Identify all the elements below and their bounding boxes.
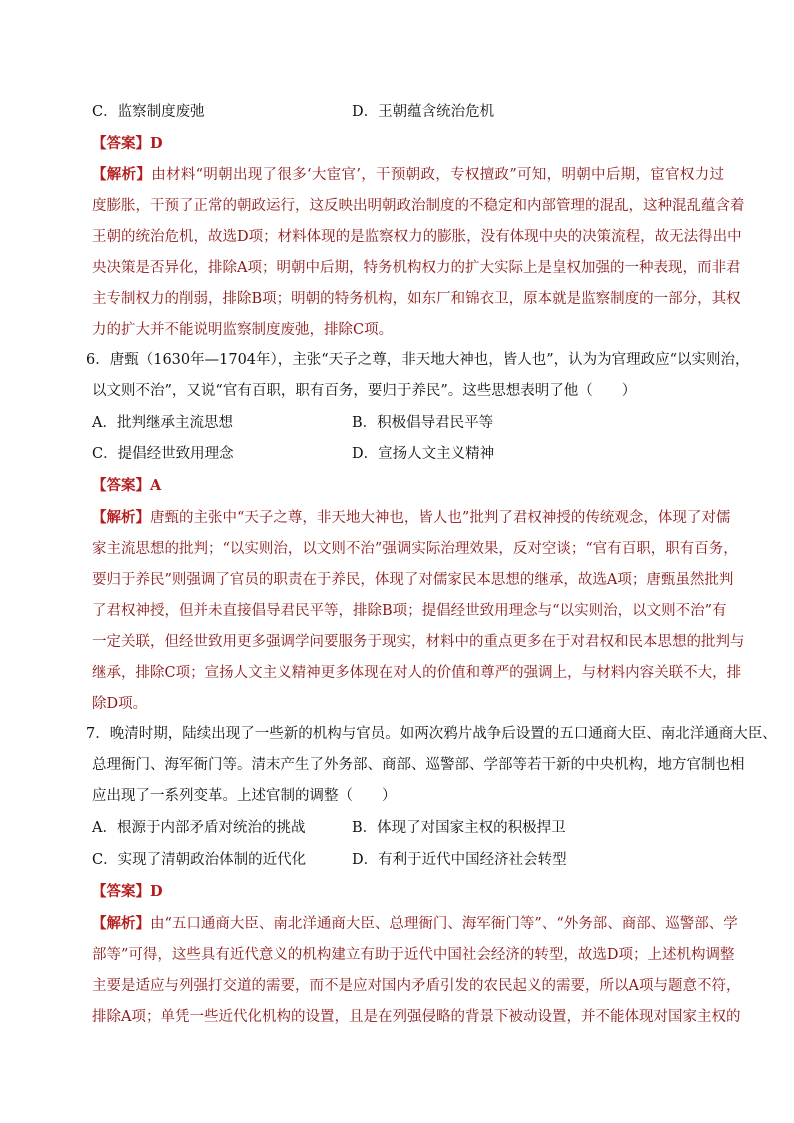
answer-value: D bbox=[150, 135, 163, 152]
q5-option-d: D．王朝蕴含统治危机 bbox=[352, 104, 495, 120]
answer-value: D bbox=[150, 883, 163, 900]
q6-option-d: D．宣扬人文主义精神 bbox=[352, 446, 495, 462]
analysis-tag: 【解析】 bbox=[92, 915, 150, 932]
stem-line: 7．晚清时期，陆续出现了一些新的机构与官员。如两次鸦片战争后设置的五口通商大臣、南北洋通商大臣、 bbox=[86, 726, 777, 742]
analysis-line: 央决策是否异化，排除A项；明朝中后期，特务机构权力的扩大实际上是皇权加强的一种表现，而非君 bbox=[92, 260, 741, 276]
analysis-line: 主要是适应与列强打交道的需要，而不是应对国内矛盾引发的农民起义的需要，所以A项与题意不符， bbox=[92, 978, 741, 994]
answer-tag: 【答案】 bbox=[92, 883, 150, 900]
q7-option-c: C．实现了清朝政治体制的近代化 bbox=[92, 852, 307, 868]
stem-line: 以文则不治”，又说“官有百职，职有百务，要归于养民”。这些思想表明了他（ ） bbox=[92, 383, 637, 399]
analysis-line: 部等”可得，这些具有近代意义的机构建立有助于近代中国社会经济的转型，故选D项；上述机构调整 bbox=[92, 947, 735, 963]
q7-option-b: B．体现了对国家主权的积极捍卫 bbox=[352, 820, 566, 836]
stem-line: 应出现了一系列变革。上述官制的调整（ ） bbox=[92, 788, 397, 804]
q5-answer bbox=[92, 128, 163, 159]
q7-option-d: D．有利于近代中国经济社会转型 bbox=[352, 852, 567, 868]
analysis-line: 家主流思想的批判；“以实则治，以文则不治”强调实际治理效果，反对空谈；“官有百职，职有百务， bbox=[92, 541, 738, 557]
analysis-line: 了君权神授，但并未直接倡导君民平等，排除B项；提倡经世致用理念与“以实则治，以文则不治”有 bbox=[92, 603, 727, 619]
answer-value: A bbox=[150, 477, 162, 494]
analysis-line: 【解析】唐甄的主张中“天子之尊，非天地大神也，皆人也”批判了君权神授的传统观念，体现了对儒 bbox=[92, 509, 731, 526]
stem-line: 总理衙门、海军衙门等。清末产生了外务部、商部、巡警部、学部等若干新的中央机构，地方官制也相 bbox=[92, 757, 745, 773]
stem-line: 6．唐甄（1630年—1704年），主张“天子之尊，非天地大神也，皆人也”，认为为官理政应“以实则治， bbox=[86, 352, 750, 368]
q6-option-b: B．积极倡导君民平等 bbox=[352, 415, 494, 431]
analysis-line: 一定关联，但经世致用更多强调学问要服务于现实，材料中的重点更多在于对君权和民本思想的批判与 bbox=[92, 634, 745, 650]
analysis-line: 排除A项；单凭一些近代化机构的设置，且是在列强侵略的背景下被动设置，并不能体现对国家主权的 bbox=[92, 1009, 741, 1025]
analysis-line: 【解析】由材料“明朝出现了很多‘大宦官’，干预朝政，专权擅政”可知，明朝中后期，宦官权力过 bbox=[92, 166, 725, 183]
analysis-line: 主专制权力的削弱，排除B项；明朝的特务机构，如东厂和锦衣卫，原本就是监察制度的一部分，其权 bbox=[92, 291, 741, 307]
analysis-line: 【解析】由“五口通商大臣、南北洋通商大臣、总理衙门、海军衙门等”、“外务部、商部、巡警部、学 bbox=[92, 915, 738, 932]
analysis-line: 要归于养民”则强调了官员的职责在于养民，体现了对儒家民本思想的继承，故选A项；唐甄虽然批判 bbox=[92, 572, 734, 588]
q6-option-a: A．批判继承主流思想 bbox=[92, 415, 233, 431]
q5-option-c: C．监察制度废弛 bbox=[92, 104, 205, 120]
analysis-tag: 【解析】 bbox=[92, 166, 152, 183]
q7-answer bbox=[92, 876, 163, 907]
analysis-tag: 【解析】 bbox=[92, 509, 150, 526]
analysis-line: 继承，排除C项；宣扬人文主义精神更多体现在对人的价值和尊严的强调上，与材料内容关联不大，排 bbox=[92, 665, 742, 681]
q7-analysis bbox=[92, 908, 741, 1033]
q6-answer bbox=[92, 470, 161, 501]
answer-tag: 【答案】 bbox=[92, 135, 150, 152]
q6-option-c: C．提倡经世致用理念 bbox=[92, 446, 234, 462]
answer-tag: 【答案】 bbox=[92, 477, 150, 494]
analysis-line: 度膨胀，干预了正常的朝政运行，这反映出明朝政治制度的不稳定和内部管理的混乱，这种混乱蕴含着 bbox=[92, 198, 745, 214]
q6-analysis bbox=[92, 502, 745, 720]
q5-analysis bbox=[92, 159, 745, 346]
analysis-line: 力的扩大并不能说明监察制度废弛，排除C项。 bbox=[92, 322, 394, 338]
analysis-line: 除D项。 bbox=[92, 696, 148, 712]
q7-stem bbox=[86, 719, 777, 812]
q7-option-a: A．根源于内部矛盾对统治的挑战 bbox=[92, 820, 306, 836]
q6-stem bbox=[86, 345, 750, 407]
analysis-line: 王朝的统治危机，故选D项；材料体现的是监察权力的膨胀，没有体现中央的决策流程，故无法得出中 bbox=[92, 229, 742, 245]
